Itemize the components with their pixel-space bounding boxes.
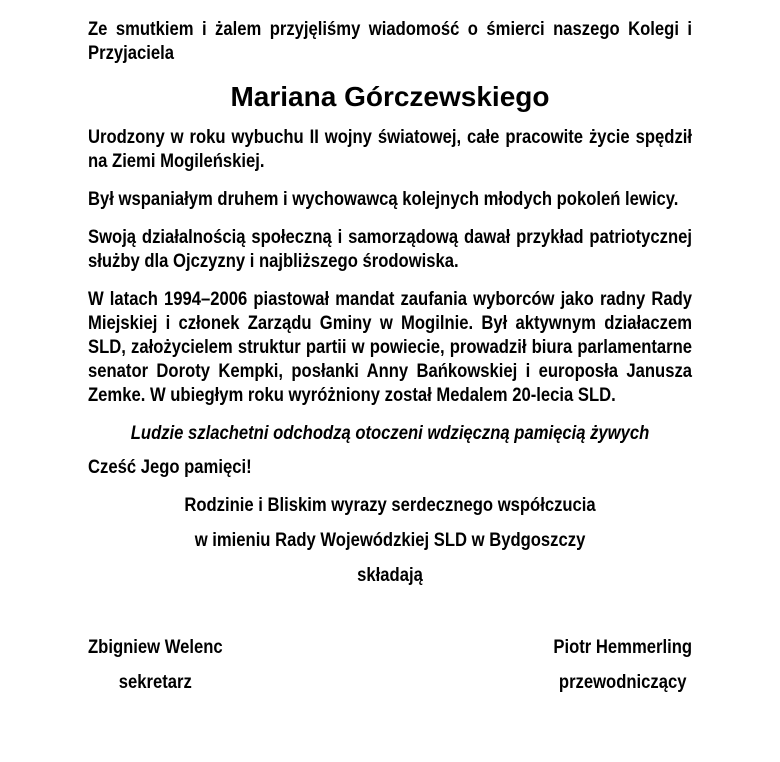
deceased-name-heading: Mariana Górczewskiego (230, 81, 550, 112)
signature-role: przewodniczący (558, 672, 687, 693)
signature-role: sekretarz (118, 672, 192, 693)
signatures-row (88, 636, 692, 695)
biography-paragraph-1: Urodzony w roku wybuchu II wojny światowej, całe pracowite życie spędził na Ziemi Mogileńskiej. (88, 127, 693, 172)
condolence-line-2: w imieniu Rady Wojewódzkiej SLD w Bydgoszczy (194, 530, 586, 551)
signature-chairman (553, 636, 692, 695)
intro-paragraph: Ze smutkiem i żalem przyjęliśmy wiadomość o śmierci naszego Kolegi i Przyjaciela (88, 19, 693, 64)
signature-name: Piotr Hemmerling (553, 637, 693, 658)
tribute-line: Cześć Jego pamięci! (88, 457, 252, 478)
biography-paragraph-2: Był wspaniałym druhem i wychowawcą kolejnych młodych pokoleń lewicy. (88, 189, 679, 210)
condolence-line-1: Rodzinie i Bliskim wyrazy serdecznego współczucia (184, 495, 596, 516)
epitaph-quote: Ludzie szlachetni odchodzą otoczeni wdzięczną pamięcią żywych (130, 423, 650, 444)
signature-name: Zbigniew Welenc (88, 637, 223, 658)
biography-paragraph-4: W latach 1994–2006 piastował mandat zaufania wyborców jako radny Rady Miejskiej i członek Zarządu Gminy w Mogilnie. Był aktywnym działaczem SLD, założycielem struktur partii w powiecie, prowadził biura parlamentarne senator Doroty Kempki, posłanki Anny Bańkowskiej i europosła Janusza Zemke. W ubiegłym roku wyróżniony został Medalem 20-lecia SLD. (88, 289, 693, 406)
signature-secretary (88, 636, 223, 695)
biography-paragraph-3: Swoją działalnością społeczną i samorządową dawał przykład patriotycznej służby dla Ojczyzny i najbliższego środowiska. (88, 227, 693, 272)
condolence-line-3: składają (357, 565, 423, 586)
